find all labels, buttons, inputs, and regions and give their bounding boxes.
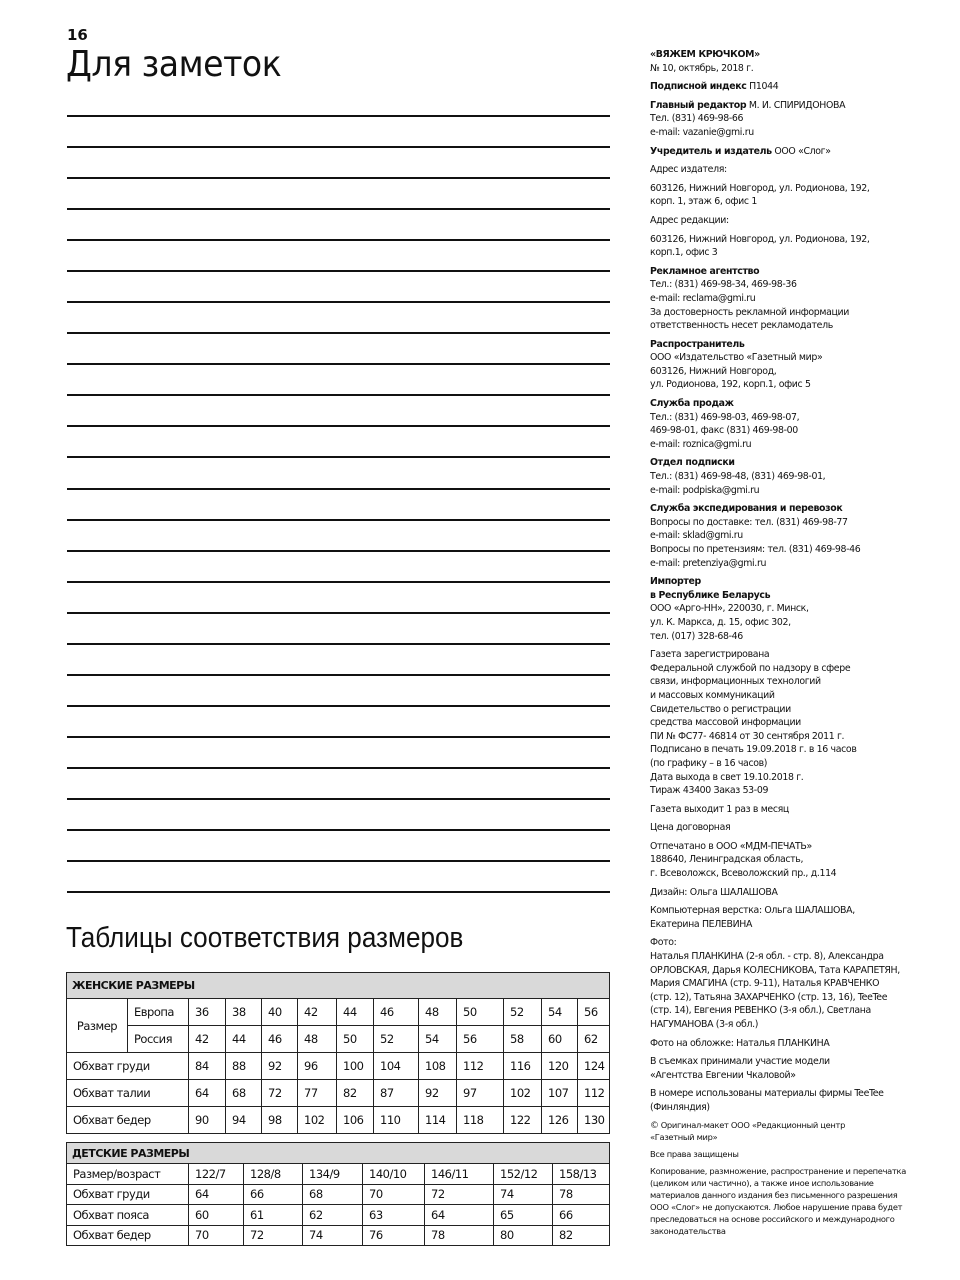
registration-block	[650, 648, 895, 798]
registration-line: (по графику – в 16 часов)	[650, 757, 768, 769]
note-line	[67, 829, 610, 831]
measure-value-cell: 76	[363, 1225, 425, 1246]
ads-label: Рекламное агентство	[650, 265, 760, 277]
measure-value-cell: 106	[337, 1107, 374, 1134]
materials-2: (Финляндия)	[650, 1101, 710, 1113]
measure-value-cell: 112	[578, 1080, 610, 1107]
measure-value-cell: 122	[504, 1107, 542, 1134]
measure-value-cell: 102	[298, 1107, 337, 1134]
note-line	[67, 736, 610, 738]
kids-header-label: Размер/возраст	[67, 1164, 189, 1185]
europe-size-cell: 52	[504, 999, 542, 1026]
note-line	[67, 394, 610, 396]
note-line	[67, 146, 610, 148]
measure-value-cell: 74	[494, 1184, 553, 1205]
registration-line: связи, информационных технологий	[650, 676, 821, 688]
measure-value-cell: 61	[244, 1205, 303, 1226]
legal-line: ООО «Слог» не допускаются. Любое нарушение права будет	[650, 1202, 903, 1212]
russia-size-cell: 56	[457, 1026, 504, 1053]
registration-line: и массовых коммуникаций	[650, 689, 775, 701]
note-line	[67, 767, 610, 769]
original-layout-2: «Газетный мир»	[650, 1132, 718, 1143]
legal-line: законодательства	[650, 1225, 726, 1236]
original-layout-1: Оригинал-макет ООО «Редакционный центр	[660, 1119, 846, 1130]
europe-size-cell: 54	[542, 999, 578, 1026]
note-line	[67, 581, 610, 583]
kids-size-cell: 152/12	[494, 1164, 553, 1185]
measure-value-cell: 110	[374, 1107, 419, 1134]
measure-label: Обхват груди	[67, 1053, 189, 1080]
registration-line: Тираж 43400 Заказ 53-09	[650, 785, 769, 797]
measure-value-cell: 92	[262, 1053, 298, 1080]
measure-value-cell: 126	[542, 1107, 578, 1134]
measure-value-cell: 70	[189, 1225, 244, 1246]
measure-value-cell: 107	[542, 1080, 578, 1107]
russia-size-cell: 44	[226, 1026, 262, 1053]
measure-value-cell: 80	[494, 1225, 553, 1246]
models-2: «Агентства Евгении Чкаловой»	[650, 1069, 796, 1081]
russia-size-cell: 54	[419, 1026, 457, 1053]
kids-measure-row	[67, 1205, 610, 1226]
importer-1: ООО «Арго-НН», 220030, г. Минск,	[650, 603, 809, 615]
materials-1: В номере использованы материалы фирмы TeeTee	[650, 1088, 884, 1100]
measure-value-cell: 72	[244, 1225, 303, 1246]
ads-note-1: За достоверность рекламной информации	[650, 306, 850, 318]
registration-line: Свидетельство о регистрации	[650, 703, 791, 715]
sales-email: e-mail: roznica@gmi.ru	[650, 438, 752, 450]
women-measure-row	[67, 1080, 610, 1107]
measure-value-cell: 72	[425, 1184, 494, 1205]
kids-size-cell: 122/7	[189, 1164, 244, 1185]
note-line	[67, 798, 610, 800]
distributor-1: ООО «Издательство «Газетный мир»	[650, 352, 823, 364]
measure-value-cell: 82	[337, 1080, 374, 1107]
measure-label: Обхват бедер	[67, 1107, 189, 1134]
ads-phone: Тел.: (831) 469-98-34, 469-98-36	[650, 279, 797, 291]
note-line	[67, 115, 610, 117]
measure-value-cell: 62	[303, 1205, 363, 1226]
measure-label: Обхват пояса	[67, 1205, 189, 1226]
women-measure-row	[67, 1107, 610, 1134]
europe-label: Европа	[128, 999, 189, 1026]
registration-line: Дата выхода в свет 19.10.2018 г.	[650, 771, 804, 783]
shipping-1: Вопросы по доставке: тел. (831) 469-98-77	[650, 516, 848, 528]
photo-credit-line: Мария СМАГИНА (стр. 9-11), Наталья КРАВЧЕНКО	[650, 978, 880, 990]
subscription-dept-label: Отдел подписки	[650, 457, 735, 469]
measure-value-cell: 70	[363, 1184, 425, 1205]
importer-3: тел. (017) 328-68-46	[650, 630, 743, 642]
distributor-3: ул. Родионова, 192, корп.1, офис 5	[650, 379, 811, 391]
note-line	[67, 705, 610, 707]
russia-size-cell: 48	[298, 1026, 337, 1053]
photo-credit-line: (стр. 12), Татьяна ЗАХАРЧЕНКО (стр. 13, 16), TeeTee	[650, 991, 888, 1003]
measure-value-cell: 92	[419, 1080, 457, 1107]
kids-size-cell: 158/13	[553, 1164, 610, 1185]
measure-value-cell: 63	[363, 1205, 425, 1226]
subscription-label: Подписной индекс	[650, 81, 747, 93]
women-section-header-row	[67, 973, 610, 999]
photo-label: Фото:	[650, 937, 677, 949]
europe-size-cell: 36	[189, 999, 226, 1026]
measure-label: Обхват груди	[67, 1184, 189, 1205]
editor-email: e-mail: vazanie@gmi.ru	[650, 126, 754, 138]
price: Цена договорная	[650, 822, 731, 834]
sales-2: 469-98-01, факс (831) 469-98-00	[650, 425, 798, 437]
measure-value-cell: 104	[374, 1053, 419, 1080]
measure-value-cell: 68	[226, 1080, 262, 1107]
legal-line: (целиком или частично), а также иное использование	[650, 1178, 874, 1189]
note-line	[67, 891, 610, 893]
registration-line: Подписано в печать 19.09.2018 г. в 16 часов	[650, 744, 857, 756]
kids-section-header-row	[67, 1143, 610, 1164]
measure-value-cell: 114	[419, 1107, 457, 1134]
size-tables-title: Таблицы соответствия размеров	[66, 922, 464, 954]
printed-3: г. Всеволожск, Всеволожский пр., д.114	[650, 868, 837, 880]
note-line	[67, 301, 610, 303]
frequency: Газета выходит 1 раз в месяц	[650, 803, 789, 815]
measure-value-cell: 100	[337, 1053, 374, 1080]
measure-label: Обхват талии	[67, 1080, 189, 1107]
registration-line: Газета зарегистрирована	[650, 649, 770, 661]
russia-size-cell: 62	[578, 1026, 610, 1053]
measure-value-cell: 130	[578, 1107, 610, 1134]
russia-size-cell: 58	[504, 1026, 542, 1053]
measure-value-cell: 64	[189, 1080, 226, 1107]
publisher-address-2: корп. 1, этаж 6, офис 1	[650, 196, 757, 208]
measure-value-cell: 82	[553, 1225, 610, 1246]
publisher-address-1: 603126, Нижний Новгород, ул. Родионова, 192,	[650, 182, 870, 194]
measure-value-cell: 66	[244, 1184, 303, 1205]
russia-size-cell: 46	[262, 1026, 298, 1053]
rights-reserved: Все права защищены	[650, 1149, 739, 1160]
importer-label-2: в Республике Беларусь	[650, 589, 771, 601]
europe-size-cell: 46	[374, 999, 419, 1026]
copyright-icon: ©	[650, 1120, 659, 1131]
note-line	[67, 519, 610, 521]
measure-value-cell: 90	[189, 1107, 226, 1134]
europe-size-cell: 40	[262, 999, 298, 1026]
measure-value-cell: 97	[457, 1080, 504, 1107]
publisher-address-label: Адрес издателя:	[650, 164, 727, 176]
legal-line: материалов данного издания без письменного разрешения	[650, 1190, 898, 1201]
sales-label: Служба продаж	[650, 398, 734, 410]
measure-value-cell: 65	[494, 1205, 553, 1226]
kids-size-cell: 134/9	[303, 1164, 363, 1185]
kids-size-row	[67, 1164, 610, 1185]
note-line	[67, 456, 610, 458]
measure-value-cell: 74	[303, 1225, 363, 1246]
russia-label: Россия	[128, 1026, 189, 1053]
registration-line: ПИ № ФС77- 46814 от 30 сентября 2011 г.	[650, 730, 845, 742]
measure-value-cell: 64	[189, 1184, 244, 1205]
layout-credit-2: Екатерина ПЕЛЕВИНА	[650, 918, 753, 930]
kids-measure-row	[67, 1225, 610, 1246]
europe-size-cell: 50	[457, 999, 504, 1026]
founder-value: ООО «Слог»	[774, 145, 831, 157]
photo-credits-block	[650, 936, 900, 1031]
kids-size-cell: 128/8	[244, 1164, 303, 1185]
note-line	[67, 612, 610, 614]
subscription-value: П1044	[749, 81, 779, 93]
measure-value-cell: 60	[189, 1205, 244, 1226]
measure-value-cell: 108	[419, 1053, 457, 1080]
kids-measure-row	[67, 1184, 610, 1205]
models-1: В съемках принимали участие модели	[650, 1056, 830, 1068]
editorial-address-2: корп.1, офис 3	[650, 247, 718, 259]
measure-value-cell: 98	[262, 1107, 298, 1134]
design-credit: Дизайн: Ольга ШАЛАШОВА	[650, 886, 778, 898]
measure-value-cell: 112	[457, 1053, 504, 1080]
measure-value-cell: 78	[553, 1184, 610, 1205]
importer-2: ул. К. Маркса, д. 15, офис 302,	[650, 616, 791, 628]
note-line	[67, 643, 610, 645]
magazine-name: «ВЯЖЕМ КРЮЧКОМ»	[650, 49, 760, 60]
note-line	[67, 674, 610, 676]
russia-size-cell: 42	[189, 1026, 226, 1053]
editor-label: Главный редактор	[650, 99, 747, 111]
europe-size-cell: 42	[298, 999, 337, 1026]
shipping-label: Служба экспедирования и перевозок	[650, 503, 843, 515]
note-line	[67, 332, 610, 334]
women-size-table	[66, 972, 610, 1134]
shipping-3: Вопросы по претензиям: тел. (831) 469-98-46	[650, 544, 861, 555]
note-line	[67, 363, 610, 365]
kids-size-cell: 146/11	[425, 1164, 494, 1185]
measure-value-cell: 72	[262, 1080, 298, 1107]
photo-credit-line: НАГУМАНОВА (3-я обл.)	[650, 1019, 759, 1030]
europe-size-cell: 56	[578, 999, 610, 1026]
photo-credit-line: ОРЛОВСКАЯ, Дарья КОЛЕСНИКОВА, Тата КАРАПЕТЯН,	[650, 964, 900, 976]
kids-size-table	[66, 1142, 610, 1246]
europe-size-cell: 38	[226, 999, 262, 1026]
ads-note-2: ответственность несет рекламодатель	[650, 320, 833, 332]
shipping-2: e-mail: sklad@gmi.ru	[650, 530, 743, 542]
legal-line: Копирование, размножение, распространение и перепечатка	[650, 1166, 906, 1177]
russia-size-row	[67, 1026, 610, 1053]
cover-photo-credit: Фото на обложке: Наталья ПЛАНКИНА	[650, 1037, 830, 1049]
measure-value-cell: 66	[553, 1205, 610, 1226]
registration-line: Федеральной службой по надзору в сфере	[650, 662, 851, 674]
founder-label: Учредитель и издатель	[650, 145, 772, 157]
editor-name: М. И. СПИРИДОНОВА	[748, 99, 846, 111]
measure-value-cell: 78	[425, 1225, 494, 1246]
kids-size-cell: 140/10	[363, 1164, 425, 1185]
measure-value-cell: 118	[457, 1107, 504, 1134]
kids-section-title: ДЕТСКИЕ РАЗМЕРЫ	[67, 1143, 610, 1164]
measure-value-cell: 84	[189, 1053, 226, 1080]
subscription-dept-email: e-mail: podpiska@gmi.ru	[650, 484, 760, 496]
ads-email: e-mail: reclama@gmi.ru	[650, 292, 756, 304]
women-measure-row	[67, 1053, 610, 1080]
europe-size-cell: 48	[419, 999, 457, 1026]
photo-credit-line: Наталья ПЛАНКИНА (2-я обл. - стр. 8), Александра	[650, 951, 884, 963]
measure-value-cell: 64	[425, 1205, 494, 1226]
printed-2: 188640, Ленинградская область,	[650, 854, 804, 866]
printed-1: Отпечатано в ООО «МДМ-ПЕЧАТЬ»	[650, 840, 812, 852]
russia-size-cell: 52	[374, 1026, 419, 1053]
note-line	[67, 550, 610, 552]
importer-label-1: Импортер	[650, 576, 701, 588]
note-line	[67, 270, 610, 272]
measure-value-cell: 87	[374, 1080, 419, 1107]
europe-size-row	[67, 999, 610, 1026]
issue-info: № 10, октябрь, 2018 г.	[650, 62, 754, 74]
russia-size-cell: 60	[542, 1026, 578, 1053]
photo-credit-line: (стр. 14), Евгения РЕВЕНКО (3-я обл.), Светлана	[650, 1005, 871, 1017]
measure-value-cell: 96	[298, 1053, 337, 1080]
subscription-dept-phone: Тел.: (831) 469-98-48, (831) 469-98-01,	[650, 471, 826, 483]
note-line	[67, 208, 610, 210]
editor-phone: Тел. (831) 469-98-66	[650, 113, 744, 125]
distributor-label: Распространитель	[650, 338, 745, 350]
note-line	[67, 177, 610, 179]
measure-value-cell: 120	[542, 1053, 578, 1080]
editorial-address-1: 603126, Нижний Новгород, ул. Родионова, 192,	[650, 233, 870, 245]
legal-line: преследоваться на основе российского и международного	[650, 1213, 895, 1224]
measure-value-cell: 77	[298, 1080, 337, 1107]
note-line	[67, 239, 610, 241]
measure-value-cell: 88	[226, 1053, 262, 1080]
registration-line: средства массовой информации	[650, 717, 801, 729]
europe-size-cell: 44	[337, 999, 374, 1026]
women-section-title: ЖЕНСКИЕ РАЗМЕРЫ	[67, 973, 610, 999]
size-label: Размер	[67, 999, 128, 1053]
notes-title: Для заметок	[66, 44, 282, 85]
measure-value-cell: 124	[578, 1053, 610, 1080]
note-line	[67, 425, 610, 427]
page-number: 16	[67, 26, 88, 44]
imprint-column	[650, 48, 906, 1243]
legal-notice	[650, 1166, 906, 1237]
measure-value-cell: 94	[226, 1107, 262, 1134]
distributor-2: 603126, Нижний Новгород,	[650, 365, 777, 377]
editorial-address-label: Адрес редакции:	[650, 214, 729, 226]
shipping-4: e-mail: pretenziya@gmi.ru	[650, 557, 767, 569]
measure-value-cell: 116	[504, 1053, 542, 1080]
note-line	[67, 488, 610, 490]
measure-value-cell: 102	[504, 1080, 542, 1107]
sales-1: Тел.: (831) 469-98-03, 469-98-07,	[650, 411, 800, 423]
russia-size-cell: 50	[337, 1026, 374, 1053]
note-line	[67, 860, 610, 862]
measure-value-cell: 68	[303, 1184, 363, 1205]
measure-label: Обхват бедер	[67, 1225, 189, 1246]
layout-credit-1: Компьютерная верстка: Ольга ШАЛАШОВА,	[650, 905, 855, 917]
